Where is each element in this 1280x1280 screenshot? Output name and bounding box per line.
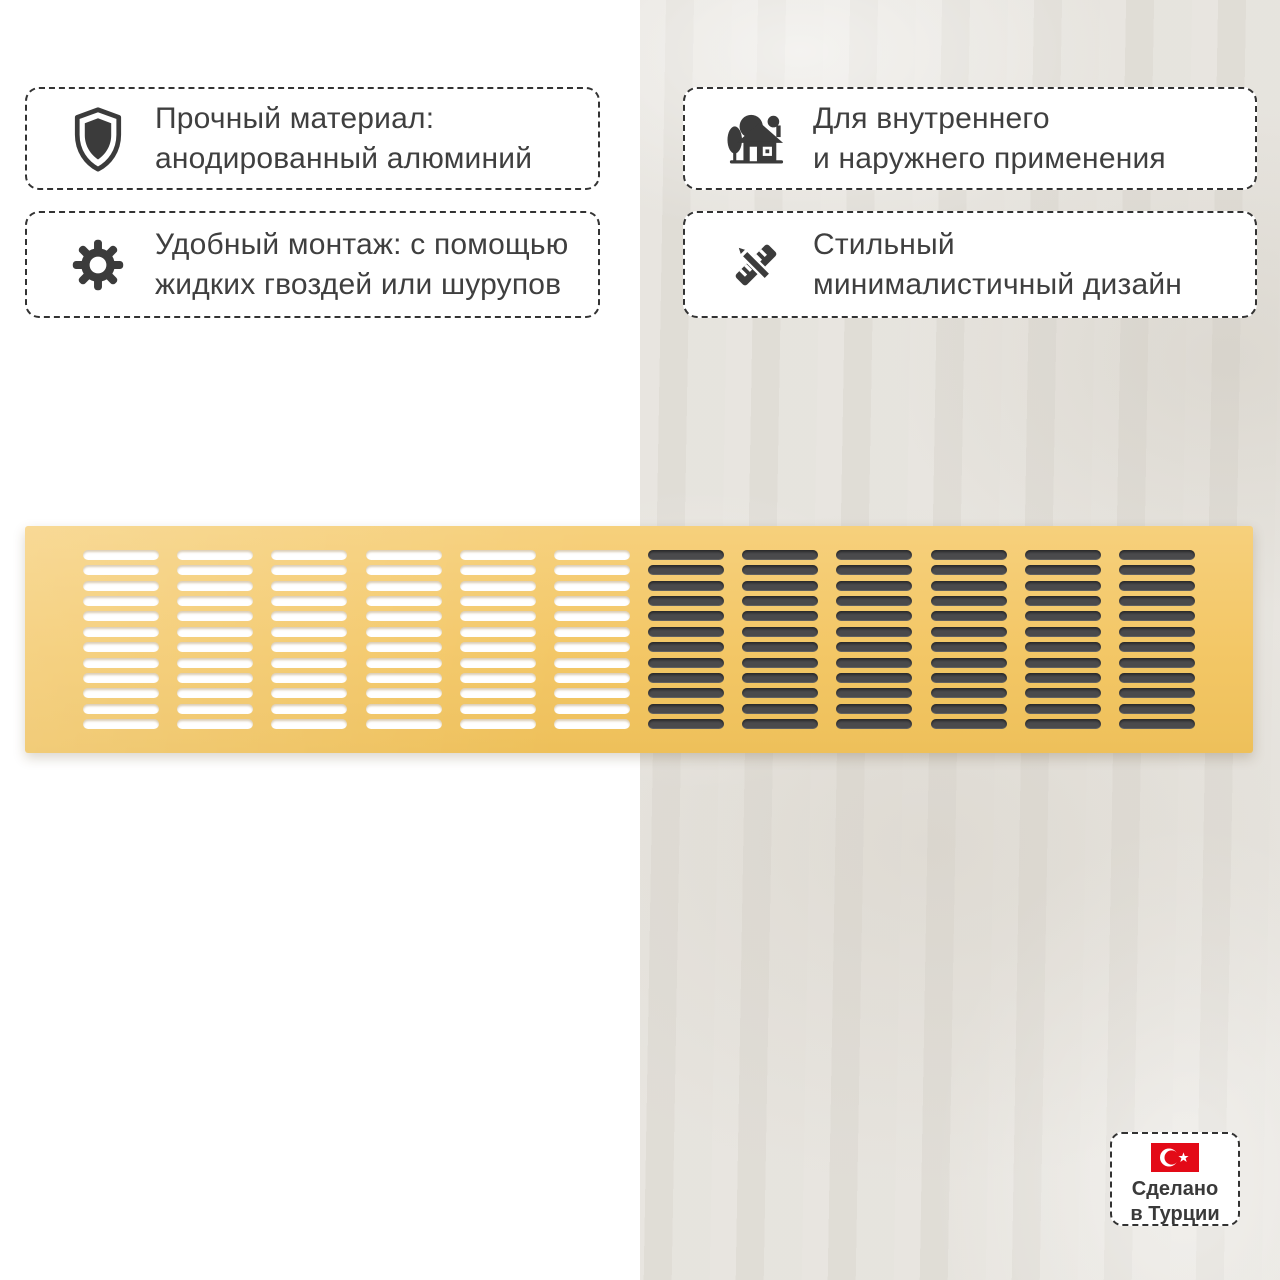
grille-slot <box>83 581 159 591</box>
made-in-badge <box>1110 1132 1240 1226</box>
grille-slot <box>1025 658 1101 668</box>
badge-line: Сделано <box>1131 1178 1219 1200</box>
grille-column <box>742 550 818 729</box>
feature-box-design <box>683 211 1257 318</box>
grille-slot <box>460 658 536 668</box>
grille-slot <box>554 642 630 652</box>
grille-slot <box>271 627 347 637</box>
grille-slot <box>554 611 630 621</box>
feature-line: Удобный монтаж: с помощью <box>155 227 569 261</box>
grille-slot <box>1025 673 1101 683</box>
grille-slot <box>366 673 442 683</box>
grille-slot <box>554 688 630 698</box>
grille-slot <box>836 627 912 637</box>
grille-slot <box>366 627 442 637</box>
grille-slot <box>177 596 253 606</box>
grille-slot <box>177 658 253 668</box>
grille-slot <box>83 550 159 560</box>
gear-icon <box>65 227 131 303</box>
grille-slot <box>271 658 347 668</box>
grille-slots <box>83 550 1195 729</box>
grille-slot <box>931 673 1007 683</box>
grille-slot <box>177 642 253 652</box>
grille-slot <box>554 627 630 637</box>
grille-slot <box>460 565 536 575</box>
grille-slot <box>460 596 536 606</box>
grille-slot <box>931 688 1007 698</box>
grille-slot <box>554 658 630 668</box>
grille-slot <box>1025 719 1101 729</box>
grille-slot <box>460 550 536 560</box>
grille-column <box>931 550 1007 729</box>
grille-slot <box>931 611 1007 621</box>
grille-slot <box>931 642 1007 652</box>
grille-slot <box>648 550 724 560</box>
grille-slot <box>1119 688 1195 698</box>
vent-grille-product <box>25 526 1253 753</box>
grille-slot <box>554 581 630 591</box>
grille-slot <box>742 688 818 698</box>
grille-slot <box>836 673 912 683</box>
grille-slot <box>366 642 442 652</box>
grille-slot <box>271 688 347 698</box>
grille-slot <box>836 581 912 591</box>
grille-slot <box>742 704 818 714</box>
feature-text <box>155 99 532 179</box>
grille-slot <box>460 688 536 698</box>
feature-line: Стильный <box>813 227 955 261</box>
grille-slot <box>931 550 1007 560</box>
grille-slot <box>83 611 159 621</box>
grille-slot <box>742 673 818 683</box>
grille-slot <box>931 719 1007 729</box>
grille-slot <box>460 611 536 621</box>
house-outdoor-icon <box>723 101 789 177</box>
grille-slot <box>742 581 818 591</box>
grille-slot <box>1119 611 1195 621</box>
grille-slot <box>931 704 1007 714</box>
grille-column <box>177 550 253 729</box>
turkey-flag-icon <box>1151 1143 1199 1172</box>
feature-box-application <box>683 87 1257 190</box>
grille-slot <box>836 565 912 575</box>
grille-column <box>836 550 912 729</box>
grille-slot <box>648 581 724 591</box>
grille-slot <box>648 627 724 637</box>
grille-column <box>554 550 630 729</box>
grille-slot <box>648 658 724 668</box>
grille-slot <box>742 642 818 652</box>
grille-slot <box>836 550 912 560</box>
grille-slot <box>83 565 159 575</box>
grille-slot <box>366 550 442 560</box>
feature-line: и наружнего применения <box>813 141 1166 175</box>
grille-slot <box>366 581 442 591</box>
grille-slot <box>1025 596 1101 606</box>
grille-slot <box>554 673 630 683</box>
grille-column <box>366 550 442 729</box>
pencil-ruler-icon <box>723 227 789 303</box>
grille-slot <box>1119 627 1195 637</box>
grille-slot <box>271 565 347 575</box>
grille-slot <box>1119 673 1195 683</box>
grille-slot <box>836 658 912 668</box>
grille-slot <box>648 642 724 652</box>
grille-slot <box>83 688 159 698</box>
feature-box-material <box>25 87 600 190</box>
grille-slot <box>1025 642 1101 652</box>
grille-column <box>1025 550 1101 729</box>
feature-line: жидких гвоздей или шурупов <box>155 267 562 301</box>
grille-slot <box>83 719 159 729</box>
grille-slot <box>1119 658 1195 668</box>
grille-slot <box>554 704 630 714</box>
grille-slot <box>836 688 912 698</box>
grille-slot <box>366 688 442 698</box>
grille-slot <box>1119 704 1195 714</box>
grille-slot <box>742 565 818 575</box>
grille-slot <box>83 673 159 683</box>
grille-column <box>271 550 347 729</box>
grille-slot <box>271 550 347 560</box>
grille-slot <box>742 658 818 668</box>
grille-slot <box>271 581 347 591</box>
grille-slot <box>554 565 630 575</box>
grille-slot <box>931 658 1007 668</box>
grille-slot <box>931 581 1007 591</box>
grille-slot <box>177 719 253 729</box>
grille-slot <box>177 704 253 714</box>
grille-slot <box>1025 704 1101 714</box>
grille-slot <box>366 596 442 606</box>
grille-slot <box>177 688 253 698</box>
grille-slot <box>1025 581 1101 591</box>
feature-text <box>155 225 568 305</box>
grille-slot <box>742 550 818 560</box>
grille-slot <box>177 611 253 621</box>
grille-slot <box>1119 565 1195 575</box>
grille-slot <box>1119 719 1195 729</box>
grille-slot <box>931 565 1007 575</box>
grille-slot <box>554 550 630 560</box>
grille-slot <box>648 688 724 698</box>
grille-slot <box>836 719 912 729</box>
grille-slot <box>366 565 442 575</box>
grille-slot <box>648 596 724 606</box>
grille-slot <box>83 627 159 637</box>
grille-slot <box>742 611 818 621</box>
grille-slot <box>836 611 912 621</box>
grille-slot <box>460 719 536 729</box>
grille-slot <box>931 596 1007 606</box>
grille-slot <box>366 658 442 668</box>
grille-slot <box>1025 550 1101 560</box>
grille-slot <box>460 673 536 683</box>
feature-line: анодированный алюминий <box>155 141 533 175</box>
grille-slot <box>1025 565 1101 575</box>
grille-slot <box>271 596 347 606</box>
grille-slot <box>836 596 912 606</box>
feature-line: минималистичный дизайн <box>813 267 1183 301</box>
grille-slot <box>83 658 159 668</box>
grille-column <box>83 550 159 729</box>
grille-slot <box>177 581 253 591</box>
grille-slot <box>366 611 442 621</box>
grille-slot <box>460 642 536 652</box>
grille-slot <box>1025 688 1101 698</box>
grille-slot <box>83 596 159 606</box>
grille-column <box>460 550 536 729</box>
grille-slot <box>177 627 253 637</box>
grille-slot <box>742 719 818 729</box>
grille-slot <box>271 642 347 652</box>
grille-slot <box>271 673 347 683</box>
grille-slot <box>648 719 724 729</box>
grille-slot <box>271 719 347 729</box>
grille-slot <box>177 565 253 575</box>
grille-slot <box>1025 627 1101 637</box>
grille-slot <box>177 550 253 560</box>
feature-box-mounting <box>25 211 600 318</box>
grille-slot <box>648 565 724 575</box>
grille-slot <box>83 642 159 652</box>
grille-slot <box>460 581 536 591</box>
grille-slot <box>177 673 253 683</box>
feature-line: Для внутреннего <box>813 101 1050 135</box>
grille-slot <box>366 719 442 729</box>
grille-slot <box>648 611 724 621</box>
grille-slot <box>1119 596 1195 606</box>
feature-text <box>813 99 1166 179</box>
grille-slot <box>366 704 442 714</box>
grille-slot <box>648 673 724 683</box>
grille-slot <box>1119 642 1195 652</box>
grille-slot <box>1119 581 1195 591</box>
grille-slot <box>648 704 724 714</box>
badge-line: в Турции <box>1130 1203 1220 1225</box>
grille-slot <box>931 627 1007 637</box>
grille-slot <box>742 596 818 606</box>
grille-slot <box>836 704 912 714</box>
feature-text <box>813 225 1182 305</box>
grille-slot <box>271 704 347 714</box>
grille-slot <box>460 704 536 714</box>
grille-slot <box>1025 611 1101 621</box>
badge-text <box>1130 1177 1219 1227</box>
grille-column <box>1119 550 1195 729</box>
grille-slot <box>554 719 630 729</box>
grille-slot <box>836 642 912 652</box>
feature-line: Прочный материал: <box>155 101 435 135</box>
grille-slot <box>742 627 818 637</box>
grille-column <box>648 550 724 729</box>
grille-slot <box>271 611 347 621</box>
grille-slot <box>460 627 536 637</box>
grille-slot <box>1119 550 1195 560</box>
grille-slot <box>83 704 159 714</box>
grille-slot <box>554 596 630 606</box>
shield-icon <box>65 101 131 177</box>
